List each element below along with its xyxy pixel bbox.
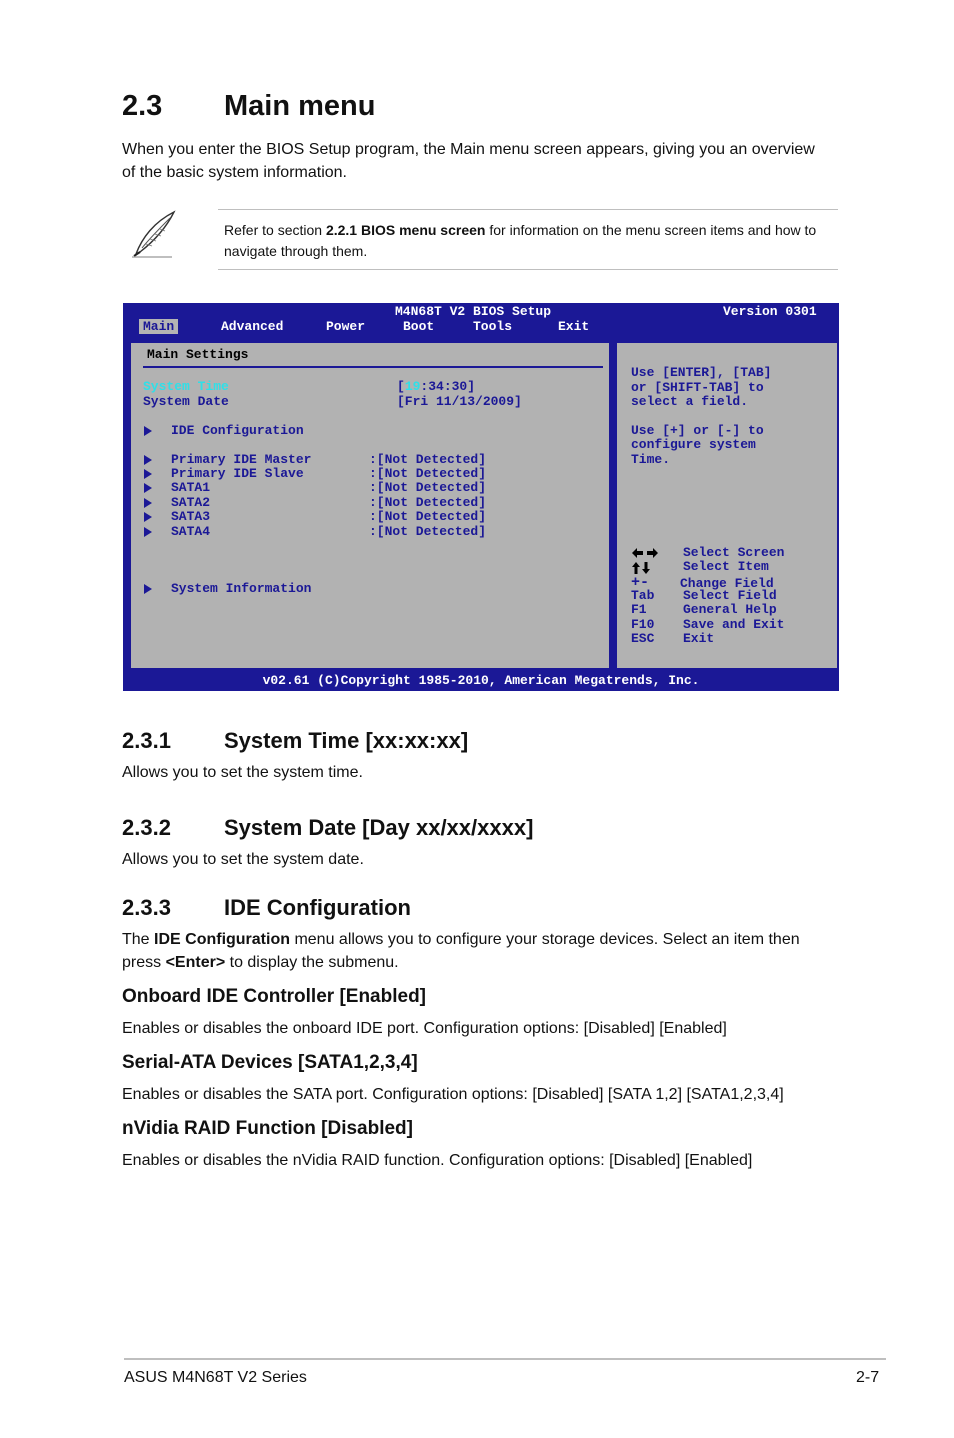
bios-copyright: v02.61 (C)Copyright 1985-2010, American Megatrends, Inc. <box>262 673 700 688</box>
key-desc: General Help <box>683 602 777 617</box>
tab-power[interactable]: Power <box>326 319 366 334</box>
page-number: 2-7 <box>856 1369 880 1386</box>
system-time-rest: :34:30] <box>420 379 476 394</box>
subsection-text: Allows you to set the system date. <box>122 851 364 868</box>
device-value: :[Not Detected] <box>369 466 487 481</box>
text-run: The <box>122 931 155 948</box>
system-time-hour: 19 <box>404 379 421 394</box>
text-run: menu allows you to configure your storage devices. Select an item then press <box>122 931 800 971</box>
key-label: Tab <box>631 588 655 603</box>
submenu-arrow-icon <box>144 584 152 594</box>
note-top-rule <box>218 209 838 210</box>
subsection-number: 2.3.1 <box>122 728 171 753</box>
section-number: 2.3 <box>122 90 163 122</box>
key-desc: Exit <box>683 631 715 646</box>
device-label[interactable]: SATA3 <box>171 509 211 524</box>
device-label[interactable]: Primary IDE Master <box>171 452 312 467</box>
tab-advanced[interactable]: Advanced <box>221 319 284 334</box>
option-heading: Onboard IDE Controller [Enabled] <box>122 986 427 1007</box>
option-text: Enables or disables the SATA port. Configuration options: [Disabled] [SATA 1,2] [SATA1,2,3,4] <box>122 1086 784 1103</box>
bios-settings-pane <box>131 343 609 668</box>
key-label: F10 <box>631 617 655 632</box>
help-line: select a field. <box>631 394 749 409</box>
option-heading: Serial-ATA Devices [SATA1,2,3,4] <box>122 1052 418 1073</box>
subsection-title: System Date [Day xx/xx/xxxx] <box>224 815 534 840</box>
pane-divider <box>609 343 617 668</box>
subsection-number: 2.3.2 <box>122 815 171 840</box>
help-line: or [SHIFT-TAB] to <box>631 380 764 395</box>
device-value: :[Not Detected] <box>369 452 487 467</box>
option-text: Enables or disables the onboard IDE port. Configuration options: [Disabled] [Enabled] <box>122 1020 727 1037</box>
device-label[interactable]: Primary IDE Slave <box>171 466 304 481</box>
device-label[interactable]: SATA2 <box>171 495 211 510</box>
note-text <box>224 220 834 262</box>
bios-help-pane <box>617 343 837 668</box>
key-desc: Change Field <box>680 576 774 591</box>
device-label[interactable]: SATA4 <box>171 524 211 539</box>
panel-title: Main Settings <box>147 347 249 362</box>
section-heading <box>122 90 375 123</box>
footer-rule <box>124 1358 886 1360</box>
help-line: Use [ENTER], [TAB] <box>631 365 772 380</box>
submenu-arrow-icon <box>144 483 152 493</box>
bios-version: Version 0301 <box>723 304 817 319</box>
note-bottom-rule <box>218 269 838 270</box>
system-time-value[interactable]: [19:34:30] <box>397 379 476 394</box>
up-down-arrows-icon <box>631 561 653 575</box>
device-value: :[Not Detected] <box>369 524 487 539</box>
submenu-arrow-icon <box>144 426 152 436</box>
key-desc: Save and Exit <box>683 617 785 632</box>
ide-config-item[interactable]: IDE Configuration <box>171 423 304 438</box>
device-value: :[Not Detected] <box>369 509 487 524</box>
tab-boot[interactable]: Boot <box>403 319 435 334</box>
help-line: configure system <box>631 437 756 452</box>
key-label: ESC <box>631 631 655 646</box>
system-time-label[interactable]: System Time <box>143 379 229 394</box>
bios-panel <box>127 339 835 672</box>
subsection-heading <box>122 895 411 921</box>
device-value: :[Not Detected] <box>369 495 487 510</box>
panel-title-rule <box>143 366 603 368</box>
subsection-text: Allows you to set the system time. <box>122 764 363 781</box>
note-prefix: Refer to section <box>224 222 326 238</box>
submenu-arrow-icon <box>144 527 152 537</box>
bios-title: M4N68T V2 BIOS Setup <box>395 304 552 319</box>
ide-config-paragraph <box>122 928 832 974</box>
system-date-label[interactable]: System Date <box>143 394 229 409</box>
system-date-value[interactable]: [Fri 11/13/2009] <box>397 394 522 409</box>
help-line: Use [+] or [-] to <box>631 423 764 438</box>
submenu-arrow-icon <box>144 469 152 479</box>
pen-note-icon <box>128 208 178 260</box>
key-label: F1 <box>631 602 647 617</box>
key-desc: Select Screen <box>683 545 785 560</box>
bold-run: <Enter> <box>165 954 226 971</box>
bios-screen <box>123 303 839 691</box>
note-suffix: for information on the menu screen items and how to navigate through them. <box>224 222 817 259</box>
intro-paragraph: When you enter the BIOS Setup program, the Main menu screen appears, giving you an overview of the basic system information. <box>122 141 815 181</box>
system-info-item[interactable]: System Information <box>171 581 312 596</box>
footer-product: ASUS M4N68T V2 Series <box>124 1369 307 1386</box>
submenu-arrow-icon <box>144 498 152 508</box>
key-desc: Select Item <box>683 559 769 574</box>
tab-main[interactable]: Main <box>139 319 178 334</box>
key-label: +- <box>631 574 650 591</box>
option-text: Enables or disables the nVidia RAID function. Configuration options: [Disabled] [Enabled] <box>122 1152 753 1169</box>
subsection-title: IDE Configuration <box>224 895 411 920</box>
submenu-arrow-icon <box>144 455 152 465</box>
bold-run: IDE Configuration <box>154 931 290 948</box>
device-label[interactable]: SATA1 <box>171 480 211 495</box>
key-desc: Select Field <box>683 588 777 603</box>
tab-exit[interactable]: Exit <box>558 319 590 334</box>
subsection-title: System Time [xx:xx:xx] <box>224 728 469 753</box>
section-title: Main menu <box>224 90 376 122</box>
subsection-heading <box>122 815 533 841</box>
note-link-text: 2.2.1 BIOS menu screen <box>325 222 486 238</box>
subsection-number: 2.3.3 <box>122 895 171 920</box>
help-line: Time. <box>631 452 671 467</box>
option-heading: nVidia RAID Function [Disabled] <box>122 1118 413 1139</box>
device-value: :[Not Detected] <box>369 480 487 495</box>
left-right-arrows-icon <box>631 547 659 559</box>
tab-tools[interactable]: Tools <box>473 319 513 334</box>
submenu-arrow-icon <box>144 512 152 522</box>
text-run: to display the submenu. <box>225 954 399 971</box>
subsection-heading <box>122 728 468 754</box>
